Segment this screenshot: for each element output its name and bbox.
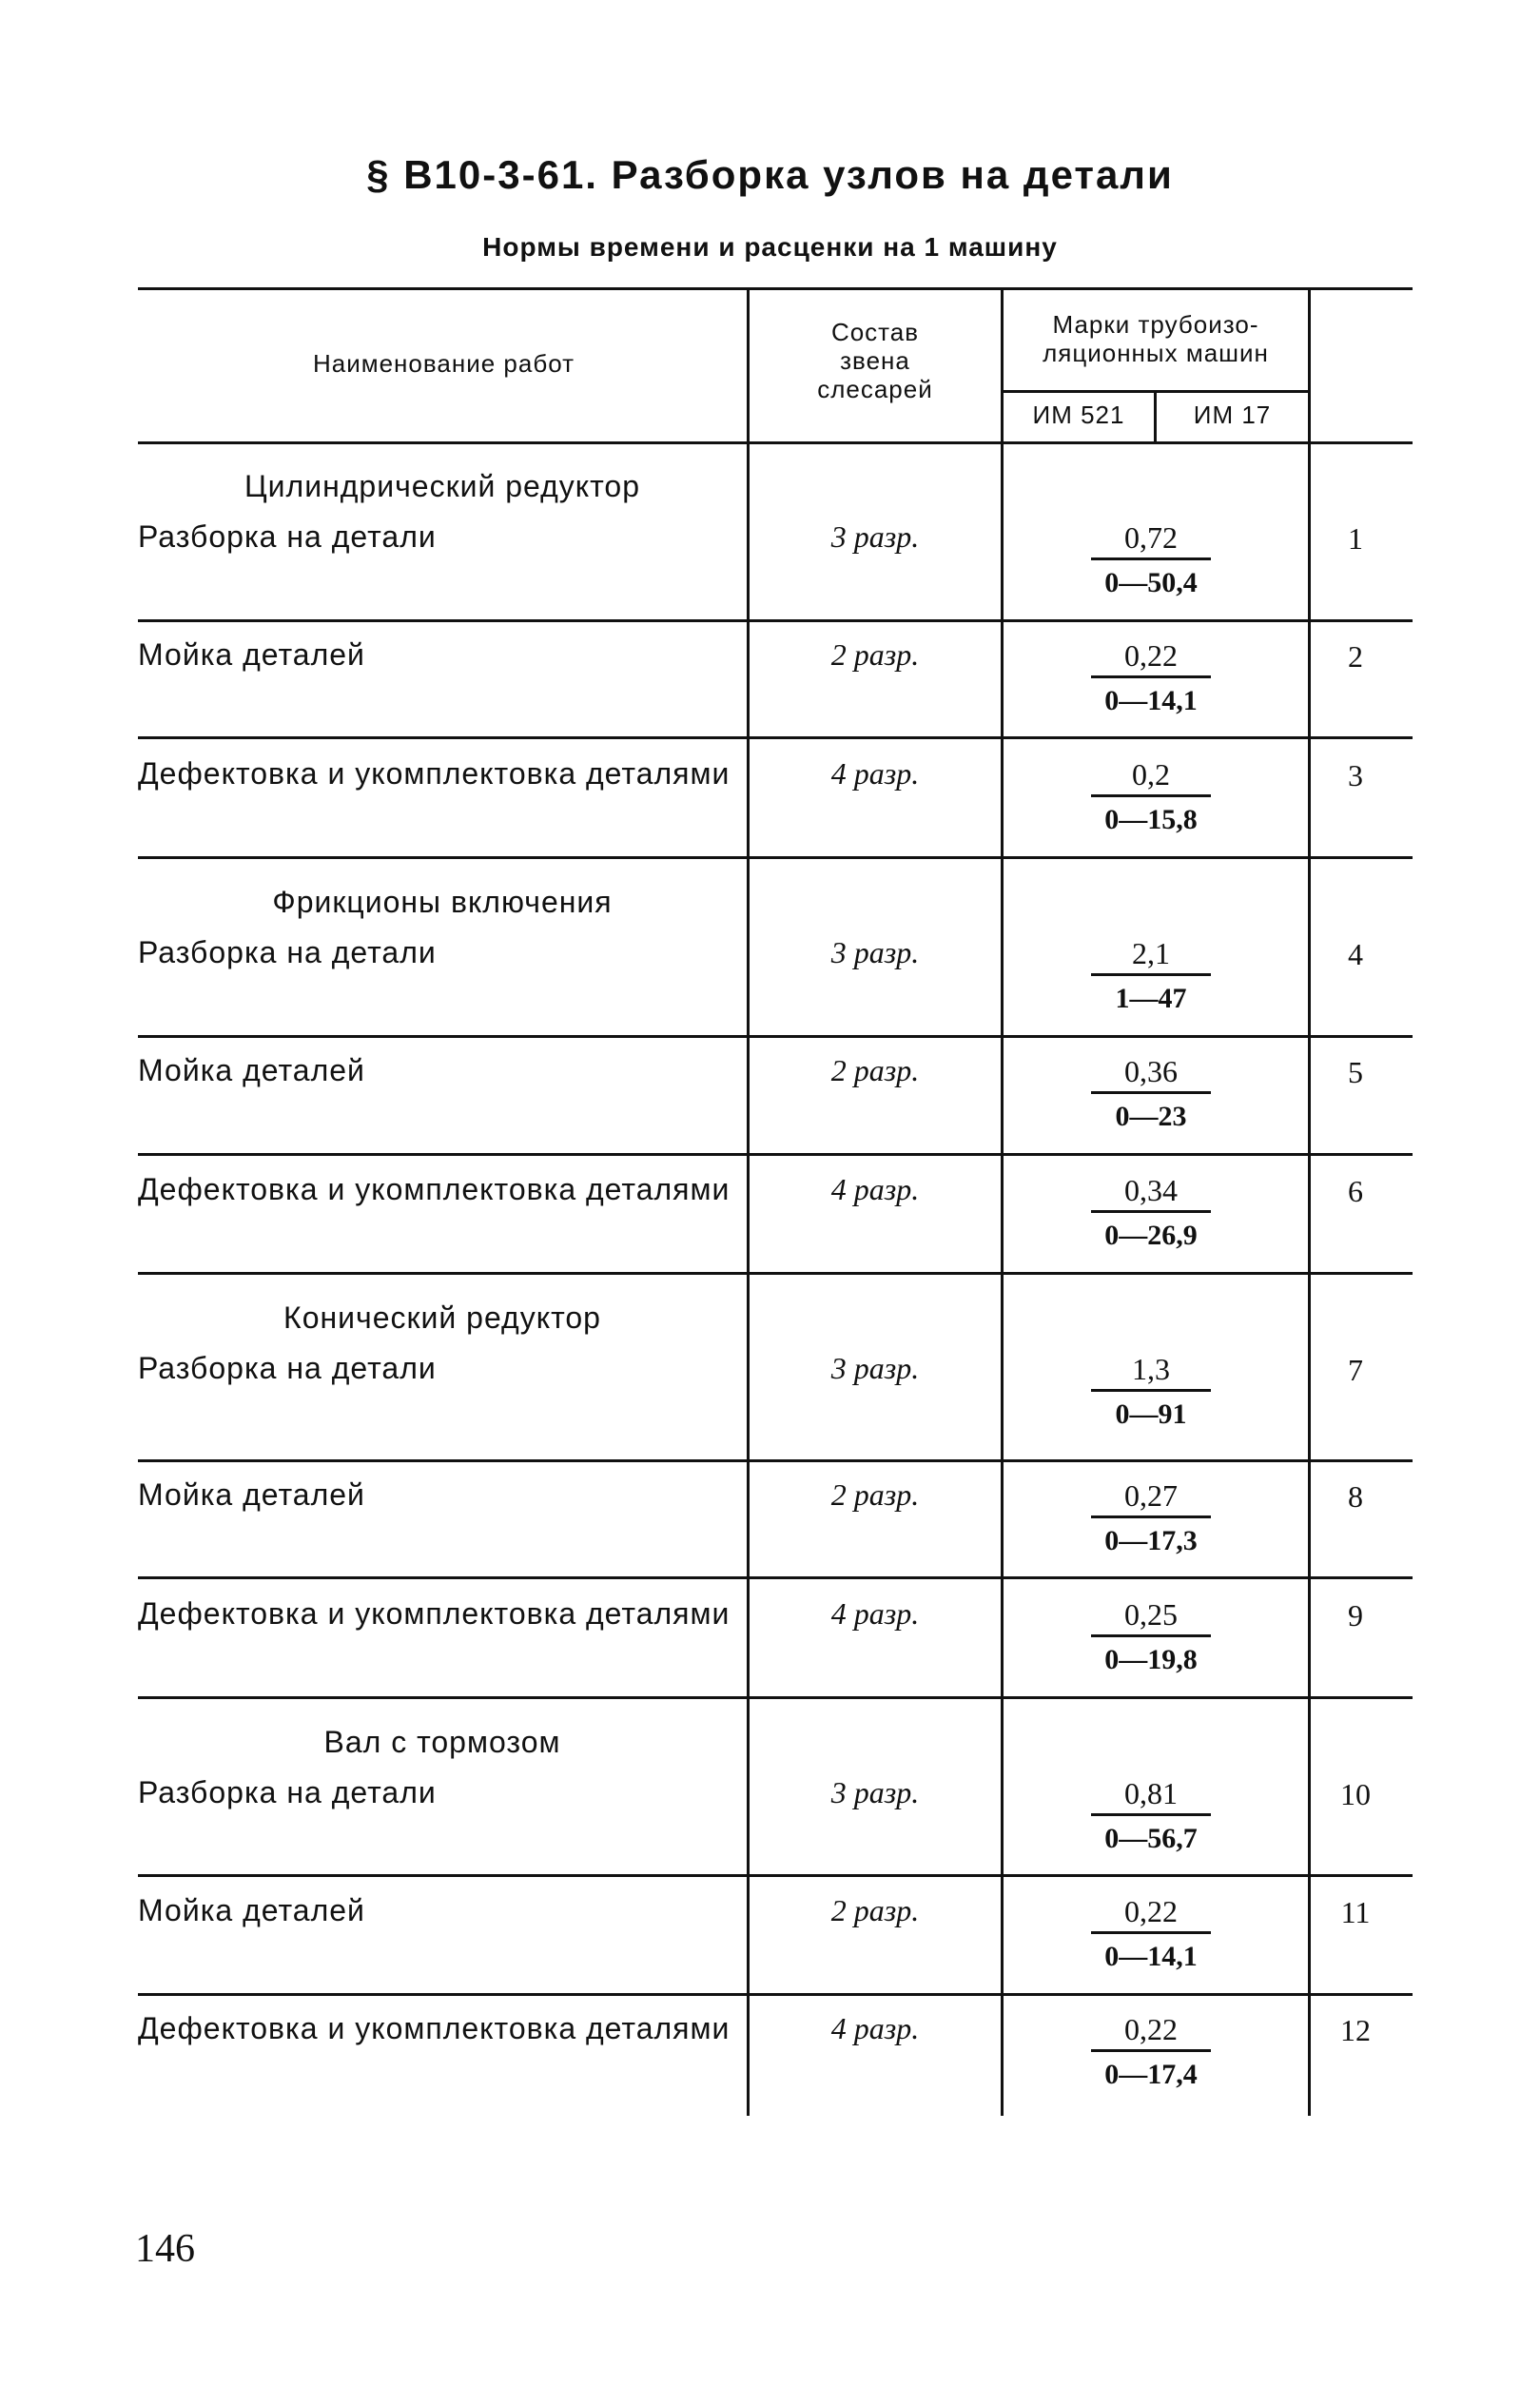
section-subtitle: Нормы времени и расценки на 1 машину (482, 232, 1058, 262)
table-row-crew: 4 разр. (830, 1596, 920, 1631)
norm-value: 0,22 (1091, 2011, 1211, 2052)
price-value: 0—17,3 (1104, 1525, 1198, 1556)
price-value: 0—56,7 (1104, 1823, 1198, 1854)
table-row-work: Дефектовка и укомплектовка деталями (138, 1172, 731, 1206)
group-rule (138, 856, 1413, 859)
price-value: 0—15,8 (1104, 804, 1198, 835)
norm-value: 0,22 (1091, 637, 1211, 678)
table-top-rule (138, 287, 1413, 290)
price-value: 0—50,4 (1104, 567, 1198, 598)
header-machines-line-1: Марки трубоизо- (1052, 310, 1259, 339)
header-machine-im521: ИМ 521 (1032, 401, 1125, 429)
body-divider-1 (747, 441, 750, 2116)
table-row-number: 11 (1340, 1895, 1371, 1929)
header-crew (750, 318, 1001, 403)
price-value: 0—14,1 (1104, 685, 1198, 716)
table-row-crew: 4 разр. (830, 1172, 920, 1206)
table-row-norm-price (1008, 756, 1294, 839)
table-row-norm-price (1008, 1053, 1294, 1136)
table-row-crew: 2 разр. (830, 1893, 920, 1927)
table-row-work: Дефектовка и укомплектовка деталями (138, 2011, 731, 2045)
header-work-name: Наименование работ (312, 349, 575, 378)
row-rule (138, 736, 1413, 739)
table-row-crew: 3 разр. (830, 519, 920, 554)
row-rule (138, 1153, 1413, 1156)
table-row-number: 1 (1348, 521, 1363, 556)
table-row-crew: 3 разр. (830, 935, 920, 969)
table-row-norm-price (1008, 1893, 1294, 1976)
table-row-number: 12 (1340, 2013, 1371, 2047)
table-row-work: Дефектовка и укомплектовка деталями (138, 1596, 731, 1631)
norm-value: 2,1 (1091, 935, 1211, 976)
body-divider-2 (1001, 441, 1004, 2116)
price-value: 0—19,8 (1104, 1644, 1198, 1675)
table-row-work: Мойка деталей (138, 1477, 365, 1512)
table-row-number: 6 (1348, 1174, 1363, 1208)
section-title: § В10-3-61. Разборка узлов на детали (366, 152, 1174, 197)
header-machines-line-2: ляционных машин (1043, 339, 1269, 367)
table-row-norm-price (1008, 1477, 1294, 1560)
norm-value: 0,81 (1091, 1775, 1211, 1816)
norm-value: 1,3 (1091, 1351, 1211, 1392)
table-row-work: Мойка деталей (138, 1053, 365, 1087)
norm-value: 0,36 (1091, 1053, 1211, 1094)
table-row-work: Дефектовка и укомплектовка деталями (138, 756, 731, 791)
row-rule (138, 1993, 1413, 1996)
table-row-crew: 4 разр. (830, 756, 920, 791)
header-bottom-rule (138, 441, 1413, 444)
table-row-number: 2 (1348, 639, 1363, 674)
norm-value: 0,27 (1091, 1477, 1211, 1518)
group-rule (138, 1696, 1413, 1699)
price-value: 0—91 (1115, 1398, 1187, 1430)
norm-value: 0,25 (1091, 1596, 1211, 1637)
price-value: 0—14,1 (1104, 1941, 1198, 1972)
table-row-norm-price (1008, 1775, 1294, 1858)
table-row-number: 7 (1348, 1353, 1363, 1387)
group-title-bevel-reducer: Конический редуктор (283, 1300, 601, 1335)
header-machine-im17: ИМ 17 (1193, 401, 1272, 429)
table-row-work: Мойка деталей (138, 637, 365, 672)
row-rule (138, 1459, 1413, 1462)
norm-value: 0,2 (1091, 756, 1211, 797)
group-title-shaft-with-brake: Вал с тормозом (323, 1725, 561, 1759)
table-row-norm-price (1008, 935, 1294, 1018)
body-divider-3 (1308, 441, 1311, 2116)
table-row-crew: 2 разр. (830, 1053, 920, 1087)
price-value: 0—26,9 (1104, 1220, 1198, 1251)
table-row-norm-price (1008, 1596, 1294, 1679)
table-row-work: Разборка на детали (138, 1775, 437, 1809)
group-title-cylindrical-reducer: Цилиндрический редуктор (244, 469, 641, 503)
table-row-crew: 2 разр. (830, 637, 920, 672)
row-rule (138, 1576, 1413, 1579)
table-row-norm-price (1008, 1351, 1294, 1434)
table-row-number: 4 (1348, 937, 1363, 971)
table-row-number: 3 (1348, 758, 1363, 792)
table-row-norm-price (1008, 637, 1294, 720)
table-row-crew: 3 разр. (830, 1775, 920, 1809)
row-rule (138, 619, 1413, 622)
table-row-norm-price (1008, 519, 1294, 602)
table-row-crew: 2 разр. (830, 1477, 920, 1512)
price-value: 0—17,4 (1104, 2059, 1198, 2090)
norm-value: 0,72 (1091, 519, 1211, 560)
price-value: 0—23 (1115, 1101, 1187, 1132)
header-divider-3 (1308, 287, 1311, 441)
table-row-work: Разборка на детали (138, 1351, 437, 1385)
norm-value: 0,22 (1091, 1893, 1211, 1934)
table-row-work: Разборка на детали (138, 519, 437, 554)
group-rule (138, 1272, 1413, 1275)
header-crew-line-3: слесарей (817, 375, 933, 403)
table-row-crew: 4 разр. (830, 2011, 920, 2045)
header-machines (1004, 310, 1308, 367)
group-title-friction-clutches: Фрикционы включения (272, 885, 613, 919)
price-value: 1—47 (1115, 983, 1187, 1014)
page-number: 146 (135, 2227, 195, 2271)
header-crew-line-2: звена (840, 346, 910, 375)
row-rule (138, 1874, 1413, 1877)
table-row-work: Мойка деталей (138, 1893, 365, 1927)
header-crew-line-1: Состав (830, 318, 920, 346)
table-row-number: 9 (1348, 1598, 1363, 1633)
row-rule (138, 1035, 1413, 1038)
table-row-number: 5 (1348, 1055, 1363, 1089)
table-row-norm-price (1008, 1172, 1294, 1255)
table-row-number: 8 (1348, 1479, 1363, 1514)
table-row-number: 10 (1340, 1777, 1371, 1811)
table-row-crew: 3 разр. (830, 1351, 920, 1385)
table-row-work: Разборка на детали (138, 935, 437, 969)
norm-value: 0,34 (1091, 1172, 1211, 1213)
table-row-norm-price (1008, 2011, 1294, 2094)
